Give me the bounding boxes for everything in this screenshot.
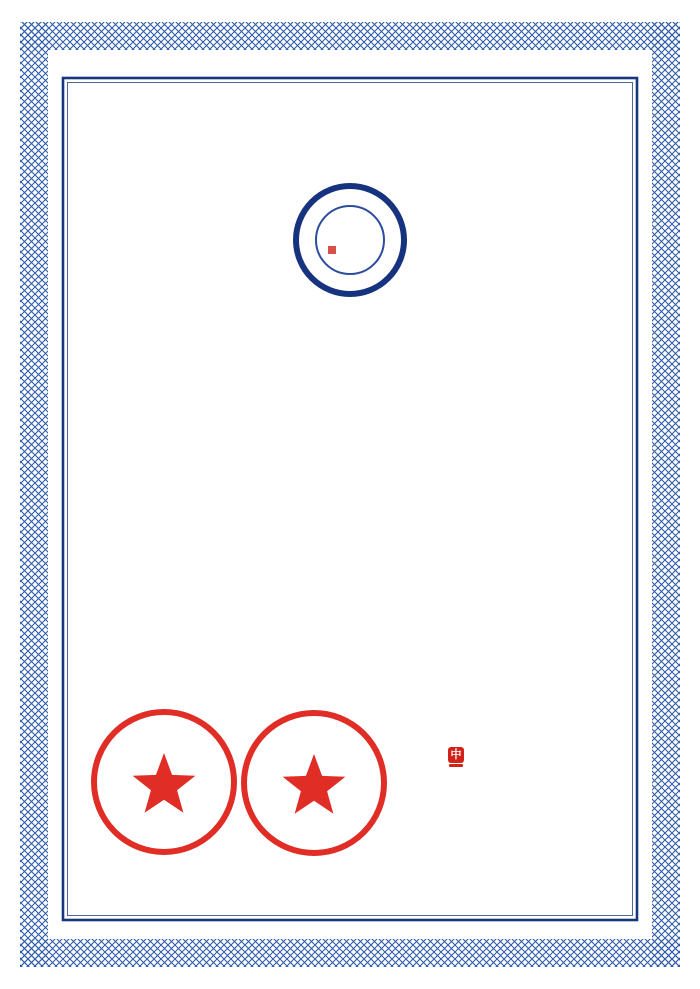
detail-rating-standard [103,614,110,642]
qr-logo-icon: 中 [448,747,464,763]
detail-bidding-site [103,670,110,698]
platform-red-seal [238,707,390,859]
bidding-site-qr-code [432,716,524,808]
qr-center-logo [445,743,467,770]
logo-outer-ring [296,186,404,294]
detail-validity-period [103,642,110,670]
certificate-lookup-qr-code [528,722,614,808]
qr-logo-caption-bar [449,764,463,767]
seal-star-icon [283,754,346,814]
issuer-red-seal [88,706,240,858]
issuer-logo [290,180,410,300]
logo-red-seal-mark [328,246,336,254]
certificate-number-line [0,359,700,380]
seal-star-icon [133,753,196,813]
